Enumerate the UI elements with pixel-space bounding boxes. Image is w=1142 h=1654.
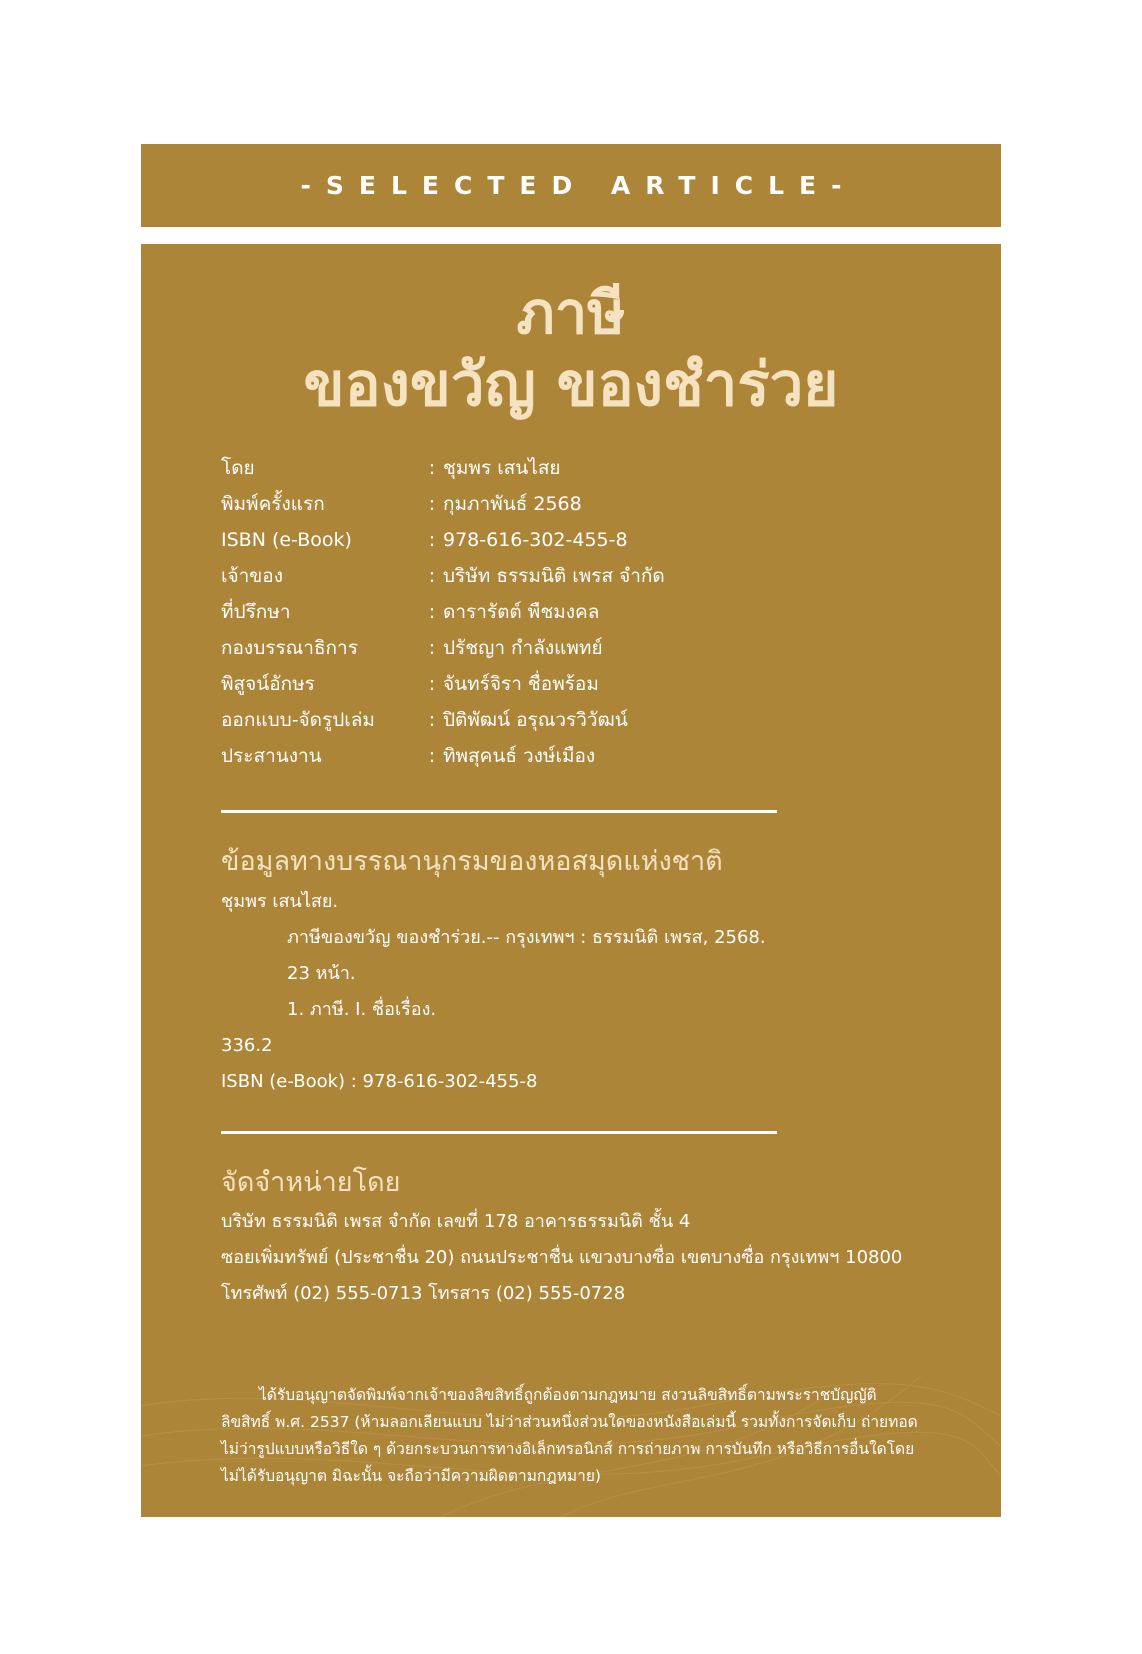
cataloging-isbn: ISBN (e-Book) : 978-616-302-455-8: [221, 1071, 538, 1092]
credit-separator: :: [428, 745, 436, 767]
credit-value: จันทร์จิรา ชื่อพร้อม: [443, 673, 599, 695]
credit-value: ชุมพร เสนไสย: [443, 457, 561, 479]
credit-value: บริษัท ธรรมนิติ เพรส จำกัด: [443, 565, 665, 587]
credit-row-coordinator: [221, 738, 921, 774]
cataloging-title: ภาษีของขวัญ ของชำร่วย.-- กรุงเทพฯ : ธรรมนิติ เพรส, 2568.: [287, 927, 766, 948]
credit-label: พิมพ์ครั้งแรก: [221, 493, 325, 515]
distribution-heading: จัดจำหน่ายโดย: [221, 1167, 401, 1198]
credit-separator: :: [428, 493, 436, 515]
cataloging-subject: 1. ภาษี. I. ชื่อเรื่อง.: [287, 999, 437, 1020]
credit-label: พิสูจน์อักษร: [221, 673, 315, 695]
credit-separator: :: [428, 673, 436, 695]
credit-value: ปรัชญา กำลังแพทย์: [443, 637, 603, 659]
credit-label: เจ้าของ: [221, 565, 283, 587]
credit-row-owner: [221, 558, 921, 594]
cataloging-block: [221, 884, 921, 1100]
colophon-panel: [141, 244, 1001, 1517]
credit-label: ที่ปรึกษา: [221, 601, 291, 623]
copyright-notice: ได้รับอนุญาตจัดพิมพ์จากเจ้าของลิขสิทธิ์ถูกต้องตามกฎหมาย สงวนลิขสิทธิ์ตามพระราชบัญญัติลิขสิทธิ์ พ.ศ. 2537 (ห้ามลอกเลียนแบบ ไม่ว่าส่วนหนึ่งส่วนใดของหนังสือเล่มนี้ รวมทั้งการจัดเก็บ ถ่ายทอด ไม่ว่ารูปแบบหรือวิธีใด ๆ ด้วยกระบวนการทางอิเล็กทรอนิกส์ การถ่ายภาพ การบันทึก หรือวิธีการอื่นใดโดยไม่ได้รับอนุญาต มิฉะนั้น จะถือว่ามีความผิดตามกฎหมาย): [221, 1386, 918, 1485]
credit-row-first-print: [221, 486, 921, 522]
distribution-address-2: ซอยเพิ่มทรัพย์ (ประชาชื่น 20) ถนนประชาชื่น แขวงบางซื่อ เขตบางซื่อ กรุงเทพฯ 10800: [221, 1247, 903, 1268]
book-title-line-2: ของขวัญ ของชำร่วย: [303, 349, 839, 420]
credits-list: [221, 450, 921, 774]
credit-value: ดารารัตต์ พืชมงคล: [443, 601, 600, 623]
cataloging-heading: ข้อมูลทางบรรณานุกรมของหอสมุดแห่งชาติ: [221, 846, 723, 877]
credit-separator: :: [428, 565, 436, 587]
distribution-address-1: บริษัท ธรรมนิติ เพรส จำกัด เลขที่ 178 อาคารธรรมนิติ ชั้น 4: [221, 1211, 691, 1232]
credit-separator: :: [428, 529, 436, 551]
credit-row-author: [221, 450, 921, 486]
book-title-line-1: ภาษี: [516, 279, 626, 347]
book-title: [141, 278, 1001, 422]
credit-row-isbn: [221, 522, 921, 558]
credit-row-design: [221, 702, 921, 738]
credit-value: 978-616-302-455-8: [443, 529, 628, 551]
cataloging-classification: 336.2: [221, 1035, 273, 1056]
banner-label: -SELECTED ARTICLE-: [300, 171, 857, 200]
credit-label: โดย: [221, 457, 255, 479]
credit-label: ISBN (e-Book): [221, 529, 352, 551]
credit-row-proofreader: [221, 666, 921, 702]
credit-value: ทิพสุคนธ์ วงษ์เมือง: [443, 745, 596, 767]
credit-value: กุมภาพันธ์ 2568: [443, 493, 582, 515]
section-banner: [141, 144, 1001, 227]
credit-separator: :: [428, 601, 436, 623]
credit-label: ประสานงาน: [221, 745, 322, 767]
divider: [221, 810, 777, 813]
distribution-contact: โทรศัพท์ (02) 555-0713 โทรสาร (02) 555-0728: [221, 1283, 626, 1304]
distribution-block: [221, 1204, 981, 1312]
credit-value: ปิติพัฒน์ อรุณวรวิวัฒน์: [443, 709, 628, 731]
cataloging-pages: 23 หน้า.: [287, 963, 356, 984]
credit-label: กองบรรณาธิการ: [221, 637, 358, 659]
credit-separator: :: [428, 457, 436, 479]
divider: [221, 1131, 777, 1134]
credit-row-editorial: [221, 630, 921, 666]
cataloging-author: ชุมพร เสนไสย.: [221, 891, 339, 912]
credit-row-advisor: [221, 594, 921, 630]
credit-separator: :: [428, 637, 436, 659]
credit-label: ออกแบบ-จัดรูปเล่ม: [221, 709, 375, 731]
credit-separator: :: [428, 709, 436, 731]
copyright-notice-area: [141, 1366, 1001, 1517]
